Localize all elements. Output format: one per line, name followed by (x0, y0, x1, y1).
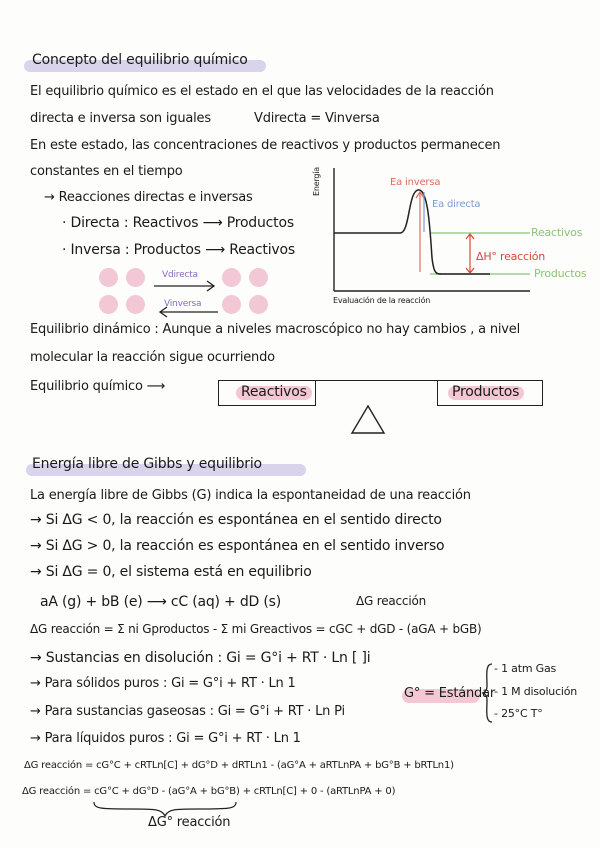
gaseosas-formula: → Para sustancias gaseosas : Gi = G°i + RT · Ln Pi (30, 704, 345, 719)
paragraph-line: En este estado, las concentraciones de reactivos y productos permanecen (30, 138, 501, 153)
case-positive: → Si ΔG > 0, la reacción es espontánea en el sentido inverso (30, 538, 445, 554)
balance-label: Equilibrio químico ⟶ (30, 379, 166, 394)
productos-label: Productos (534, 267, 587, 280)
dg-formula: ΔG reacción = Σ ni Gproductos - Σ mi Greactivos = cGC + dGD - (aGA + bGB) (30, 622, 482, 636)
estandar-item: - 25°C T° (494, 707, 543, 720)
reactivos-box-label: Reactivos (241, 384, 307, 400)
dinamico-line: molecular la reacción sigue ocurriendo (30, 350, 275, 365)
fulcrum-icon (350, 405, 386, 435)
solidos-formula: → Para sólidos puros : Gi = G°i + RT · Ln 1 (30, 676, 296, 691)
particle (249, 268, 268, 287)
long-equation-1: ΔG reacción = cG°C + cRTLn[C] + dG°D + dRTLn1 - (aG°A + aRTLnPA + bG°B + bRTLn1) (24, 760, 454, 771)
productos-box-label: Productos (452, 384, 520, 400)
velocity-equality: Vdirecta = Vinversa (254, 111, 380, 126)
reactivos-label: Reactivos (531, 226, 583, 239)
estandar-item: - 1 atm Gas (494, 662, 557, 675)
particle (126, 268, 145, 287)
ea-directa-label: Ea directa (432, 199, 481, 210)
section-title-gibbs: Energía libre de Gibbs y equilibrio (32, 456, 262, 472)
inversa-line: · Inversa : Productos ⟶ Reactivos (62, 242, 295, 258)
particle (249, 295, 268, 314)
paragraph-line: directa e inversa son iguales (30, 111, 211, 126)
paragraph-line: constantes en el tiempo (30, 164, 183, 179)
ea-inversa-label: Ea inversa (390, 177, 441, 188)
graph-xlabel: Evaluación de la reacción (333, 296, 431, 305)
reaction-dg-label: ΔG reacción (356, 594, 427, 608)
paragraph-line: El equilibrio químico es el estado en el que las velocidades de la reacción (30, 84, 494, 99)
particle (99, 268, 118, 287)
particle (126, 295, 145, 314)
curly-brace-icon (480, 662, 494, 724)
bullet-heading: → Reacciones directas e inversas (44, 190, 253, 205)
liquidos-formula: → Para líquidos puros : Gi = G°i + RT · Ln 1 (30, 731, 301, 746)
section-title-equilibrio: Concepto del equilibrio químico (32, 52, 248, 68)
particle (99, 295, 118, 314)
case-zero: → Si ΔG = 0, el sistema está en equilibrio (30, 564, 312, 580)
estandar-label: G° = Estándar (404, 686, 495, 701)
generic-reaction: aA (g) + bB (e) ⟶ cC (aq) + dD (s) (40, 594, 281, 610)
estandar-item: - 1 M disolución (494, 685, 578, 698)
case-negative: → Si ΔG < 0, la reacción es espontánea en el sentido directo (30, 512, 442, 528)
graph-ylabel: Energía (312, 167, 321, 196)
delta-h-label: ΔH° reacción (476, 250, 546, 263)
equilibrium-arrows-icon (152, 278, 222, 318)
particle (222, 268, 241, 287)
disolucion-formula: → Sustancias en disolución : Gi = G°i + RT · Ln [ ]i (30, 650, 371, 666)
vinversa-label: Vinversa (164, 299, 202, 309)
dinamico-line: Equilibrio dinámico : Aunque a niveles macroscópico no hay cambios , a nivel (30, 322, 521, 337)
vdirecta-label: Vdirecta (162, 270, 198, 280)
long-equation-2: ΔG reacción = cG°C + dG°D - (aG°A + bG°B) + cRTLn[C] + 0 - (aRTLnPA + 0) (22, 786, 396, 797)
gibbs-definition: La energía libre de Gibbs (G) indica la espontaneidad de una reacción (30, 488, 471, 503)
dg-standard-label: ΔG° reacción (148, 815, 231, 830)
directa-line: · Directa : Reactivos ⟶ Productos (62, 215, 294, 231)
particle (222, 295, 241, 314)
